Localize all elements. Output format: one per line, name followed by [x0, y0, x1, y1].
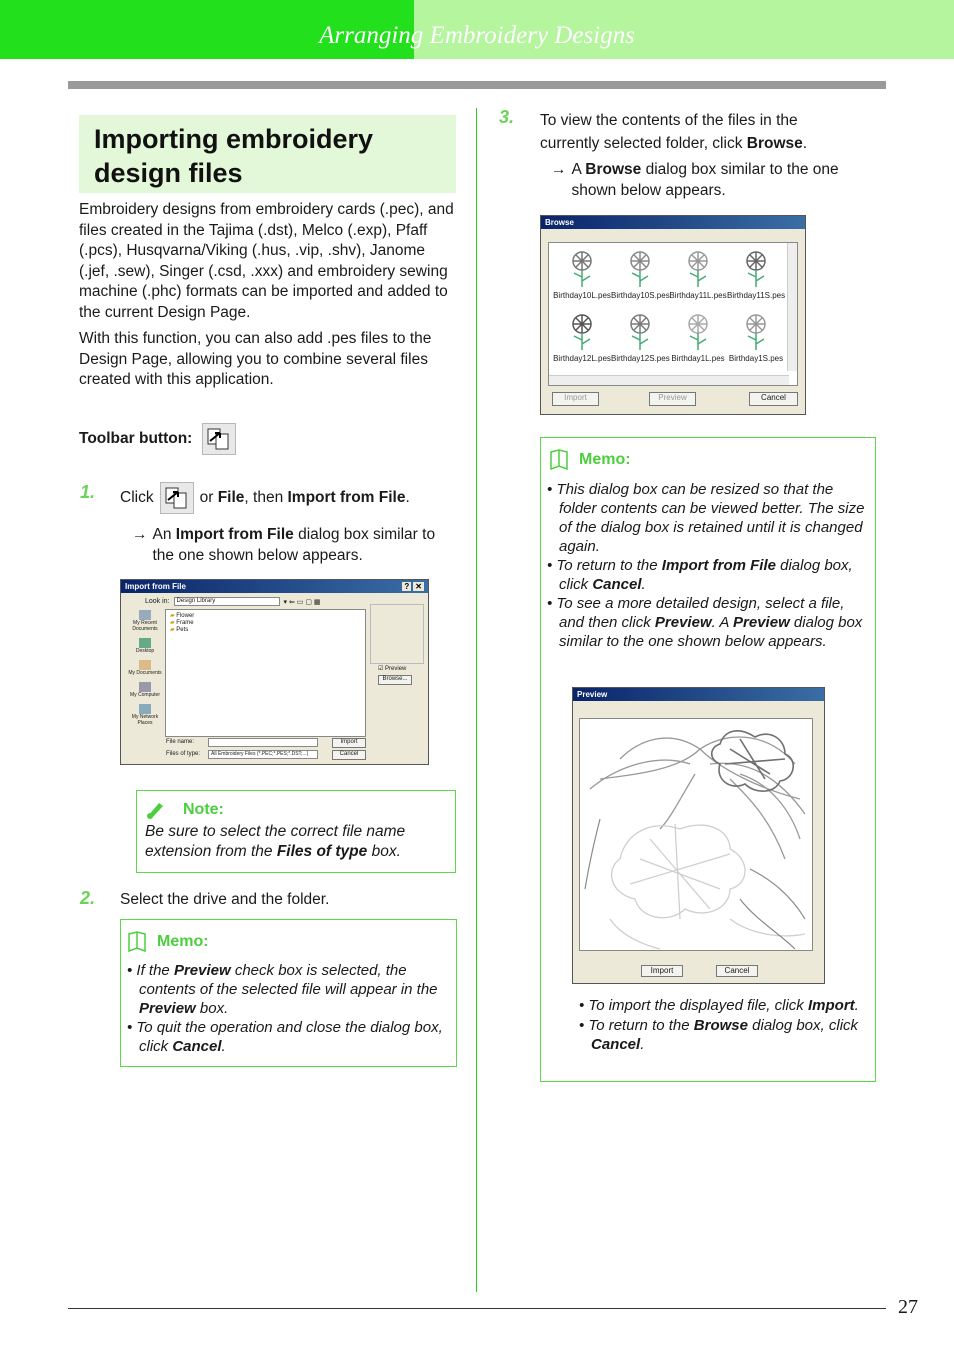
note-title: Note: — [183, 801, 224, 818]
preview-dialog-titlebar — [573, 688, 824, 701]
memo-book-icon — [549, 449, 569, 471]
browse-dialog-titlebar — [541, 216, 805, 229]
folder-icon: ▰ — [170, 620, 175, 626]
pencil-note-icon — [145, 801, 177, 819]
horizontal-scrollbar[interactable] — [549, 375, 789, 385]
import-dialog-title: Import from File — [125, 582, 186, 591]
step-3-result: → A Browse dialog box similar to the one shown below appears. — [551, 160, 866, 201]
footer-rule — [68, 1308, 886, 1309]
memo-box-1 — [120, 919, 457, 1067]
step-1-click: Click — [120, 488, 154, 506]
flower-thumbnail-icon — [678, 310, 718, 352]
list-item: • To return to the Browse dialog box, click Cancel. — [579, 1016, 859, 1053]
step-1-result-b: Import from File — [175, 526, 294, 543]
folder-icon: ▰ — [170, 627, 175, 633]
browse-cancel-button[interactable]: Cancel — [749, 392, 798, 406]
step-2-number: 2. — [80, 888, 96, 908]
thumbnail-caption: Birthday11L.pes — [669, 291, 727, 300]
memo-1-title: Memo: — [157, 933, 209, 950]
header-title: Arranging Embroidery Designs — [319, 22, 635, 49]
import-dialog-titlebar — [121, 580, 428, 593]
places-bar — [125, 610, 165, 752]
flower-thumbnail-icon — [620, 310, 660, 352]
note-box — [136, 790, 456, 873]
folder-icon: ▰ — [170, 613, 175, 619]
place-computer[interactable]: My Computer — [125, 682, 165, 698]
look-in-select[interactable]: Design Library — [174, 597, 280, 606]
top-rule — [68, 81, 886, 89]
browse-dialog-title: Browse — [545, 218, 574, 227]
step-1-result-c: dialog box similar to the one shown below appears. — [152, 526, 436, 564]
step-2-text: Select the drive and the folder. — [120, 891, 330, 908]
memo-1-head — [127, 931, 450, 953]
flower-thumbnail-icon — [562, 247, 602, 289]
thumbnail-caption: Birthday11S.pes — [727, 291, 786, 300]
place-network[interactable]: My Network Places — [125, 704, 165, 726]
browse-dialog — [540, 215, 806, 415]
thumbnail-grid[interactable] — [548, 242, 798, 386]
memo-2-title: Memo: — [579, 451, 631, 468]
file-name-label: File name: — [166, 739, 195, 745]
list-item: • If the Preview check box is selected, the contents of the selected file will appear in the Preview box. — [127, 962, 438, 1017]
file-name-input[interactable] — [208, 738, 318, 747]
documents-icon — [139, 660, 151, 670]
step-3-text: To view the contents of the files in the currently selected folder, click Browse. — [540, 112, 808, 152]
note-head — [145, 801, 447, 819]
flower-thumbnail-icon — [562, 310, 602, 352]
memo-2-head — [549, 449, 631, 471]
thumbnail-item[interactable] — [553, 247, 611, 300]
thumbnail-item[interactable] — [611, 310, 669, 363]
computer-icon — [139, 682, 151, 692]
thumbnail-caption: Birthday1L.pes — [671, 354, 725, 363]
thumbnail-item[interactable] — [669, 310, 727, 363]
step-3-number: 3. — [499, 107, 515, 127]
step-1-import: Import from File — [287, 488, 406, 506]
list-item: • To quit the operation and close the dialog box, click Cancel. — [127, 1019, 443, 1055]
list-item[interactable]: ▰ Frame — [170, 620, 194, 626]
page-header — [0, 0, 954, 59]
cancel-button[interactable]: Cancel — [332, 750, 366, 760]
step-1-result — [132, 525, 454, 566]
import-file-icon-inline[interactable] — [160, 482, 194, 514]
step-1-file: File — [217, 488, 245, 506]
memo-2-list — [547, 480, 869, 651]
thumbnail-item[interactable] — [727, 310, 785, 363]
thumbnail-caption: Birthday12L.pes — [553, 354, 611, 363]
list-item: • To import the displayed file, click Import. — [579, 997, 859, 1014]
place-desktop[interactable]: Desktop — [125, 638, 165, 654]
place-documents[interactable]: My Documents — [125, 660, 165, 676]
preview-dialog-title: Preview — [577, 690, 608, 699]
list-item[interactable]: ▰ Flower — [170, 613, 195, 619]
toolbar-button-row — [79, 423, 236, 455]
step-1-result-a: An — [152, 526, 172, 543]
help-icon[interactable]: ? — [404, 582, 410, 591]
step-1-dot: . — [405, 488, 410, 506]
step-1-then: , then — [244, 488, 284, 506]
import-file-icon[interactable] — [202, 423, 236, 455]
look-in-label: Look in: — [145, 598, 170, 605]
network-icon — [139, 704, 151, 714]
thumbnail-item[interactable] — [669, 247, 727, 300]
list-item: • To return to the Import from File dialog box, click Cancel. — [547, 557, 853, 593]
step-1-number: 1. — [80, 482, 96, 502]
import-button[interactable]: Import — [332, 738, 366, 748]
browse-button[interactable]: Browse... — [378, 675, 412, 685]
thumbnail-item[interactable] — [553, 310, 611, 363]
place-recent[interactable]: My Recent Documents — [125, 610, 165, 632]
import-from-file-dialog — [120, 579, 429, 765]
files-type-select[interactable]: All Embroidery Files (*.PEC;*.PES;*.DST;...) — [208, 750, 318, 759]
browse-preview-button[interactable]: Preview — [649, 392, 696, 406]
vertical-scrollbar[interactable] — [787, 243, 797, 371]
look-in-row — [145, 597, 321, 606]
preview-import-button[interactable]: Import — [641, 965, 683, 977]
flower-thumbnail-icon — [736, 247, 776, 289]
flower-thumbnail-icon — [678, 247, 718, 289]
desktop-icon — [139, 638, 151, 648]
preview-cancel-button[interactable]: Cancel — [716, 965, 758, 977]
thumbnail-item[interactable] — [611, 247, 669, 300]
memo-1-list — [127, 961, 450, 1056]
thumbnail-item[interactable] — [727, 247, 785, 300]
preview-box — [370, 604, 424, 664]
note-text: Be sure to select the correct file name extension from the Files of type box. — [145, 823, 406, 860]
recent-icon — [139, 610, 151, 620]
flower-thumbnail-icon — [620, 247, 660, 289]
files-type-label: Files of type: — [166, 751, 201, 757]
toolbar-label: Toolbar button: — [79, 429, 193, 447]
folder-toolbar-icons[interactable]: ▾ ⇐ ▭ ▢ ▦ — [283, 598, 321, 606]
list-item[interactable]: ▰ Pets — [170, 627, 189, 633]
thumbnail-caption: Birthday10S.pes — [611, 291, 670, 300]
arrow-icon: → — [132, 526, 148, 543]
intro-paragraph: Embroidery designs from embroidery cards (.pec), and files created in the Tajima (.dst), Melco (.exp), Pfaff (.pcs), Husqvarna/Viking (.hus, .vip, .shv), Janome (.jef, .sew), Singer (.csd, .xxx) and embroidery sewing machine (.phc) formats can be imported and added to the current Design Page. — [79, 201, 454, 321]
browse-import-button[interactable]: Import — [552, 392, 599, 406]
thumbnail-caption: Birthday12S.pes — [611, 354, 670, 363]
thumbnail-list — [553, 247, 785, 363]
memo-book-icon — [127, 931, 147, 953]
second-paragraph: With this function, you can also add .pes files to the Design Page, allowing you to combine several files created with this application. — [79, 330, 432, 388]
section-title-box — [79, 115, 456, 193]
memo-2-sublist — [579, 996, 869, 1055]
thumbnail-caption: Birthday1S.pes — [728, 354, 784, 363]
list-item: • This dialog box can be resized so that the folder contents can be viewed better. The size of the dialog box is retained until it is changed again. — [547, 481, 865, 555]
step-1-or: or — [199, 488, 214, 506]
close-icon[interactable]: ✕ — [415, 582, 422, 591]
thumbnail-caption: Birthday10L.pes — [553, 291, 611, 300]
preview-image — [579, 718, 813, 951]
memo-box-2 — [540, 437, 876, 1082]
column-divider — [476, 108, 477, 1292]
preview-dialog — [572, 687, 825, 984]
file-list[interactable] — [165, 609, 366, 737]
step-1-text — [120, 482, 410, 514]
preview-checkbox[interactable]: ☑ Preview — [378, 666, 407, 672]
page-number: 27 — [898, 1296, 918, 1318]
section-title: Importing embroidery design files — [94, 124, 374, 188]
list-item: • To see a more detailed design, select a file, and then click Preview. A Preview dialog box similar to the one shown below appears. — [547, 595, 863, 650]
arrow-icon: → — [551, 161, 567, 178]
flower-thumbnail-icon — [736, 310, 776, 352]
embroidery-flower-image — [580, 719, 813, 951]
